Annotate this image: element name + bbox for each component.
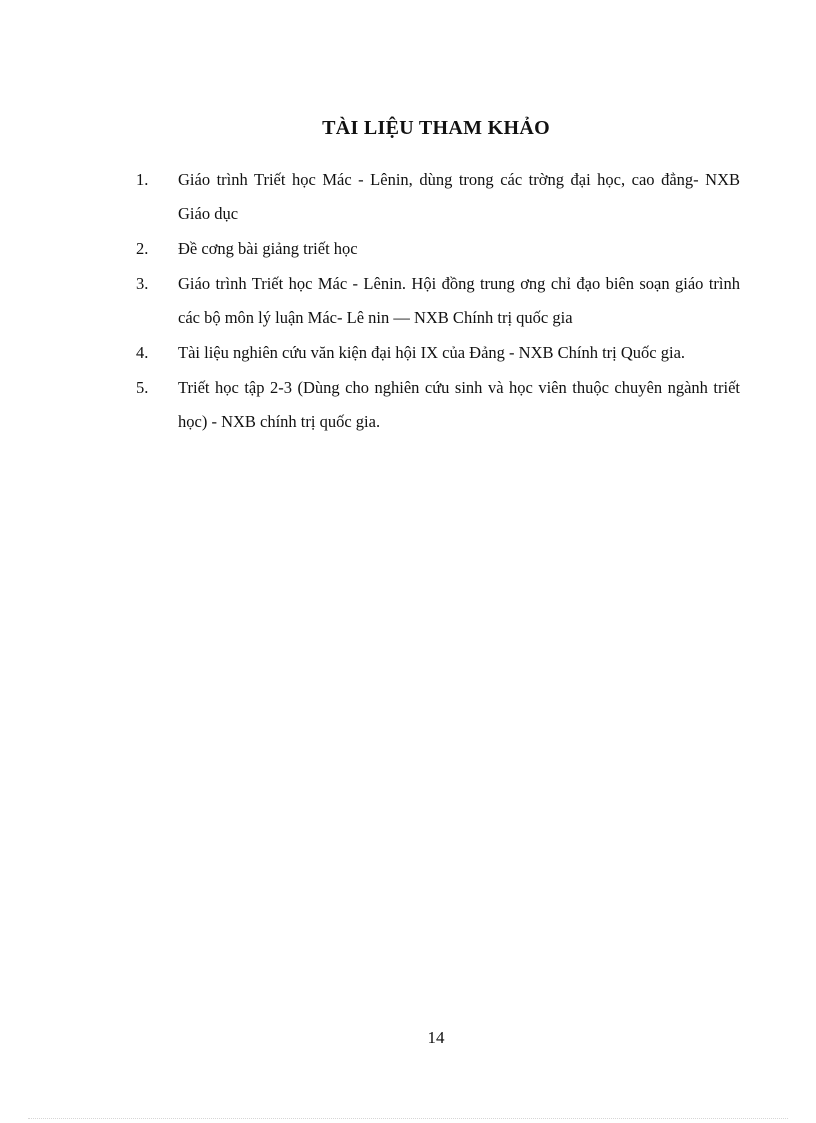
reference-number: 1. <box>136 170 149 189</box>
reference-text: Triết học tập 2-3 (Dùng cho nghiên cứu sinh và học viên thuộc chuyên ngành triết học) - NXB chính trị quốc gia. <box>178 378 740 431</box>
reference-number: 2. <box>136 239 149 258</box>
reference-item-2 <box>136 232 740 266</box>
page-title: TÀI LIỆU THAM KHẢO <box>322 117 550 139</box>
reference-text: Tài liệu nghiên cứu văn kiện đại hội IX của Đảng - NXB Chính trị Quốc gia. <box>178 343 686 362</box>
footer-divider <box>28 1118 788 1119</box>
reference-number: 3. <box>136 274 149 293</box>
reference-text: Đề cơng bài giảng triết học <box>178 239 358 258</box>
reference-item-1 <box>136 163 740 231</box>
reference-item-3 <box>136 267 740 335</box>
page-number: 14 <box>427 1028 445 1047</box>
reference-text: Giáo trình Triết học Mác - Lênin, dùng trong các trờng đại học, cao đẳng- NXB Giáo dục <box>178 170 740 223</box>
reference-number: 5. <box>136 378 149 397</box>
reference-item-5 <box>136 371 740 439</box>
reference-list <box>136 163 740 440</box>
reference-item-4 <box>136 336 740 370</box>
reference-text: Giáo trình Triết học Mác - Lênin. Hội đồng trung ơng chỉ đạo biên soạn giáo trình các bộ môn lý luận Mác- Lê nin — NXB Chính trị quốc gia <box>178 274 740 327</box>
reference-number: 4. <box>136 343 149 362</box>
